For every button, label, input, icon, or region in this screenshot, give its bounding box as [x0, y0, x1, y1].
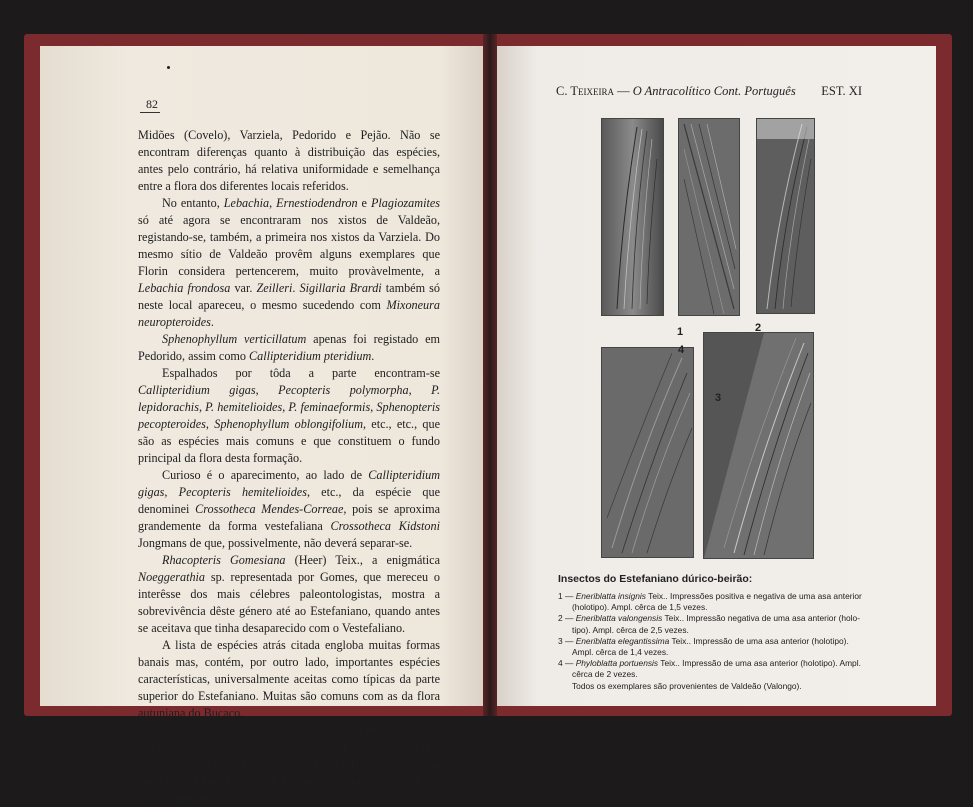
- figure-label-4: 4: [678, 344, 685, 356]
- fossil-photo-4: [601, 347, 694, 558]
- header-left: [556, 84, 796, 99]
- body-paragraph: Rhacopteris Gomesiana (Heer) Teix., a enigmática Noeggerathia sp. representada por Gomes, que mereceu o interêsse dos mais célebres paleontologistas, mostra a sobrevivência dêste género até ao Estefaniano, quando antes se aceitava que tinha desaparecido com o Vestefaliano.: [138, 553, 440, 635]
- header-dash: —: [614, 84, 633, 98]
- body-paragraph: Sphenophyllum verticillatum apenas foi registado em Pedorido, assim como Callipteridium pteridium.: [138, 332, 441, 363]
- page-number: 82: [146, 97, 158, 111]
- caption-line: 2 — Eneriblatta valongensis Teix.. Impressão negativa de uma asa anterior (holo-: [558, 613, 860, 624]
- body-paragraph: Espalhados por tôda a parte encontram-se Callipteridium gigas, Pecopteris polymorpha, P. lepidorachis, P. hemitelioides, P. feminaeformis, Sphenopteris pecopteroides, Sphenophyllum oblongifolium, etc., etc., que são as espécies mais comuns e que constituem o fundo principal da flora desta formação.: [138, 366, 441, 465]
- caption-line: tipo). Ampl. cêrca de 2,5 vezes.: [572, 624, 689, 635]
- caption-body: [558, 591, 864, 692]
- caption-line: 4 — Phyloblatta portuensis Teix.. Impressão de uma asa anterior (holotipo). Ampl.: [558, 658, 861, 669]
- body-paragraph: No entanto, Lebachia, Ernestiodendron e Plagiozamites só até agora se encontraram nos xistos de Valdeão, registando-se, também, a primeira nos xistos da Varziela. Do mesmo sítio de Valdeão provêm alguns exemplares que Florin considera pertencerem, muito provàvelmente, a Lebachia frondosa var. Zeilleri. Sigillaria Brardi também só neste local apareceu, o mesmo sucedendo com Mixoneura neuropteroides.: [138, 196, 440, 329]
- caption-line: cêrca de 2 vezes.: [572, 669, 638, 680]
- caption-line: Todos os exemplares são provenientes de Valdeão (Valongo).: [572, 680, 802, 691]
- book-gutter: [483, 34, 497, 716]
- plate-number: EST. XI: [821, 84, 862, 98]
- fossil-photo-1b: [678, 118, 740, 316]
- figure-label-3: 3: [715, 392, 722, 404]
- caption-title: Insectos do Estefaniano dúrico-beirão:: [558, 573, 753, 585]
- fossil-photo-3: [703, 332, 814, 559]
- fossil-photo-1: [601, 118, 664, 316]
- left-page-body: [138, 127, 440, 807]
- caption-line: (holotipo). Ampl. cêrca de 1,5 vezes.: [572, 602, 708, 613]
- running-header: [556, 84, 862, 99]
- body-paragraph: Curioso é o aparecimento, ao lado de Callipteridium gigas, Pecopteris hemitelioides, etc., da espécie que denominei Crossotheca Mendes-Correae, pois se aproxima grandemente da forma vestefaliana Crossotheca Kidstoni Jongmans de que, possivelmente, não deverá separar-se.: [138, 468, 441, 550]
- page-number-rule: [140, 112, 160, 113]
- body-paragraph: Midões (Covelo), Varziela, Pedorido e Pejão. Não se encontram diferenças quanto à distribuição das espécies, antes pelo contrário, há relativa uniformidade e semelhança entre a flora dos diferentes locais referidos.: [138, 128, 440, 193]
- figure-label-1: 1: [677, 326, 684, 338]
- body-paragraph: A lista de espécies atrás citada engloba muitas formas banais mas, contém, por outro lado, importantes espécies características, universalmente aceitas como típicas da parte superior do Estefaniano. Muitas são comuns com as da flora autuniana do Buçaco.: [138, 638, 440, 720]
- figure-label-2: 2: [755, 322, 762, 334]
- page-mark: [167, 66, 170, 69]
- caption-line: Ampl. cêrca de 1,4 vezes.: [572, 647, 669, 658]
- header-title: O Antracolítico Cont. Português: [632, 84, 796, 98]
- body-paragraph: Tanto Lebachia parvifolia, como Ernestiodendron filiciforme, são espécies de extensão vertical muito grande e conhecidas já em camadas do Estefaniano inferior, ao contrário da var. Zeilleri de L. frondosa, que só aparece em níveis superiores.: [138, 723, 441, 805]
- fossil-photo-2: [756, 118, 815, 314]
- caption-line: 3 — Eneriblatta elegantissima Teix.. Impressão de uma asa anterior (holotipo).: [558, 635, 849, 646]
- header-author: C. Teixeira: [556, 84, 614, 98]
- caption-line: 1 — Eneriblatta insignis Teix.. Impressões positiva e negativa de uma asa anterior: [558, 591, 862, 601]
